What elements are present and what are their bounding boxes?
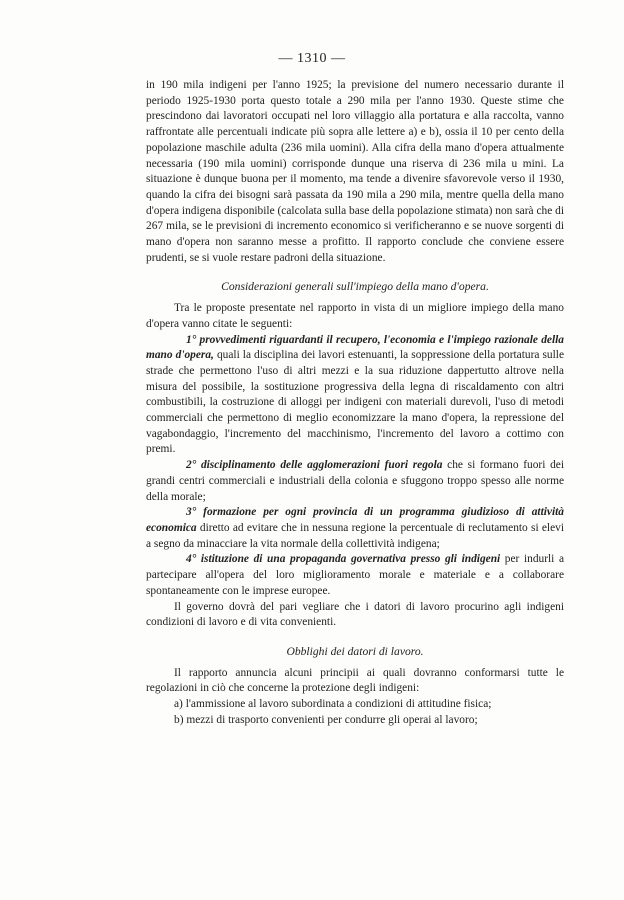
sub-item-b: b) mezzi di trasporto convenienti per condurre gli operai al lavoro; [174,713,478,726]
list-item-2 [146,458,564,505]
list-item-4-title: 4° istituzione di una propaganda governativa presso gli indigeni [186,553,501,566]
list-item-2-text: che si formano fuori dei grandi centri commerciali e industriali della colonia e sfuggono troppo spesso alle norme della morale; [146,459,564,503]
list-item-3 [146,505,564,552]
list-item-4-text: per indurli a partecipare all'opera del loro miglioramento morale e materiale e a collaborare spontaneamente con le imprese europee. [146,553,564,597]
section-heading-obblighi: Obblighi dei datori di lavoro. [286,644,424,658]
paragraph-governo: Il governo dovrà del pari vegliare che i datori di lavoro procurino agli indigeni condizioni di lavoro e di vita convenienti. [146,600,564,629]
paragraph-continuation: in 190 mila indigeni per l'anno 1925; la previsione del numero necessario durante il periodo 1925-1930 porta questo totale a 290 mila per l'anno 1930. Queste stime che prescindono dai lavoratori occupati nel loro villaggio alla portatura e alla raccolta, vanno raffrontate alle percentuali indicate più sopra alle lettere a) e b), ossia il 10 per cento della popolazione maschile adulta (236 mila uomini). Alla cifra della mano d'opera attualmente necessaria (190 mila uomini) corrisponde dunque una riserva di 236 mila u mini. La situazione è dunque buona per il momento, ma tende a divenire sfavorevole verso il 1930, quando la cifra dei bisogni sarà passata da 190 mila a 290 mila, mentre quella della mano d'opera indigena disponibile (calcolata sulla base della popolazione stimata) non sarà che di 267 mila, se le previsioni di incremento economico si verificheranno e se nuove sorgenti di mano d'opera non saranno messe a profitto. Il rapporto conclude che conviene essere prudenti, se si vuole restare padroni della situazione. [146,79,564,264]
paragraph-proposte: Tra le proposte presentate nel rapporto in vista di un migliore impiego della mano d'opera vanno citate le seguenti: [146,302,564,330]
list-item-2-title: 2° disciplinamento delle agglomerazioni fuori regola [186,459,443,472]
list-item-1 [146,333,564,459]
section-heading-considerazioni: Considerazioni generali sull'impiego della mano d'opera. [221,280,489,294]
paragraph-rapporto: Il rapporto annuncia alcuni principii ai quali dovranno conformarsi tutte le regolazioni in ciò che concerne la protezione degli indigeni: [146,666,564,695]
list-item-3-text: diretto ad evitare che in nessuna regione la percentuale di reclutamento si elevi a segno da minacciare la vita normale della collettività indigena; [146,521,564,550]
list-item-1-text: quali la disciplina dei lavori estenuanti, la soppressione della portatura sulle strade che permettono l'uso di altri mezzi e la sua riduzione dappertutto altrove nella misura del possibile, la sostituzione progressiva della legna di riscaldamento con altri combustibili, la costruzione di alloggi per indigeni con materiali durevoli, l'uso di metodi commerciali che permettono di meglio economizzare la mano d'opera, la repressione del vagabondaggio, l'incremento del macchinismo, l'incremento del lavoro a cottimo con premi. [146,349,565,456]
list-item-1-title: 1° provvedimenti riguardanti il recupero, l'economia e l'impiego razionale della mano d'opera, [146,333,564,362]
list-item-3-title: 3° formazione per ogni provincia di un programma giudizioso di attività economica [146,506,564,534]
page-number: — 1310 — [278,51,346,66]
list-item-4 [146,552,564,599]
sub-item-a: a) l'ammissione al lavoro subordinata a condizioni di attitudine fisica; [174,698,492,711]
body-text [146,78,564,728]
